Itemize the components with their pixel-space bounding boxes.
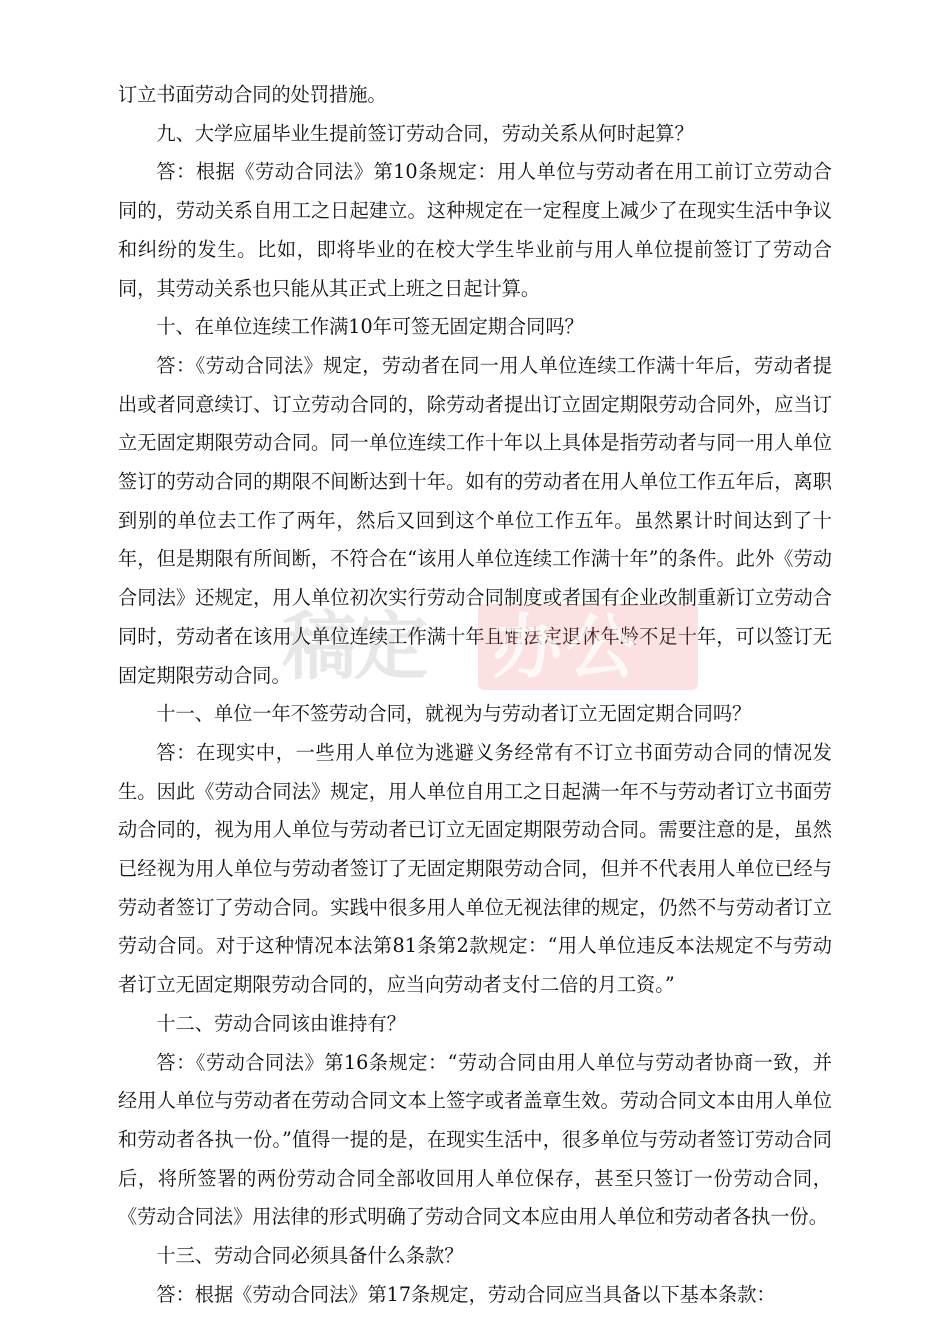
watermark-box-text: 办公 bbox=[492, 606, 640, 688]
question-11: 十一、单位一年不签劳动合同，就视为与劳动者订立无固定期合同吗？ bbox=[156, 702, 752, 726]
answer-12: 答：《劳动合同法》第16条规定：“劳动合同由用人单位与劳动者协商一致，并经用人单位与劳动者在劳动合同文本上签字或者盖章生效。劳动合同文本由用人单位和劳动者各执一份。”值得一提的是，在现实生活中，很多单位与劳动者签订劳动合同后，将所签署的两份劳动合同全部收回用人单位保存，甚至只签订一份劳动合同，《劳动合同法》用法律的形式明确了劳动合同文本应由用人单位和劳动者各执一份。 bbox=[118, 1050, 832, 1229]
paragraph-continuation: 订立书面劳动合同的处罚措施。 bbox=[118, 83, 387, 106]
answer-10: 答：《劳动合同法》规定，劳动者在同一用人单位连续工作满十年后，劳动者提出或者同意续订、订立劳动合同的，除劳动者提出订立固定期限劳动合同外，应当订立无固定期限劳动合同。同一单位连续工作十年以上具体是指劳动者与同一用人单位签订的劳动合同的期限不间断达到十年。如有的劳动者在用人单位工作五年后，离职到别的单位去工作了两年，然后又回到这个单位工作五年。虽然累计时间达到了十年，但是期限有所间断，不符合在“该用人单位连续工作满十年”的条件。此外《劳动合同法》还规定，用人单位初次实行劳动合同制度或者国有企业改制重新订立劳动合同时，劳动者在该用人单位连续工作满十年且距法定退休年龄不足十年，可以签订无固定期限劳动合同。 bbox=[118, 353, 832, 687]
question-9: 九、大学应届毕业生提前签订劳动合同，劳动关系从何时起算？ bbox=[156, 121, 694, 145]
answer-13: 答：根据《劳动合同法》第17条规定，劳动合同应当具备以下基本条款： bbox=[156, 1282, 776, 1306]
answer-11: 答：在现实中，一些用人单位为逃避义务经常有不订立书面劳动合同的情况发生。因此《劳动合同法》规定，用人单位自用工之日起满一年不与劳动者订立书面劳动合同的，视为用人单位与劳动者已订立无固定期限劳动合同。需要注意的是，虽然已经视为用人单位与劳动者签订了无固定期限劳动合同，但并不代表用人单位已经与劳动者签订了劳动合同。实践中很多用人单位无视法律的规定，仍然不与劳动者订立劳动合同。对于这种情况本法第81条第2款规定：“用人单位违反本法规定不与劳动者订立无固定期限劳动合同的，应当向劳动者支付二倍的月工资。” bbox=[118, 740, 832, 997]
question-12: 十二、劳动合同该由谁持有？ bbox=[156, 1011, 406, 1035]
answer-9: 答：根据《劳动合同法》第10条规定：用人单位与劳动者在用工前订立劳动合同的，劳动关系自用工之日起建立。这种规定在一定程度上减少了在现实生活中争议和纠纷的发生。比如，即将毕业的在校大学生毕业前与用人单位提前签订了劳动合同，其劳动关系也只能从其正式上班之日起计算。 bbox=[118, 160, 832, 300]
question-10: 十、在单位连续工作满10年可签无固定期合同吗？ bbox=[156, 315, 584, 339]
question-13: 十三、劳动合同必须具备什么条款？ bbox=[156, 1244, 464, 1268]
